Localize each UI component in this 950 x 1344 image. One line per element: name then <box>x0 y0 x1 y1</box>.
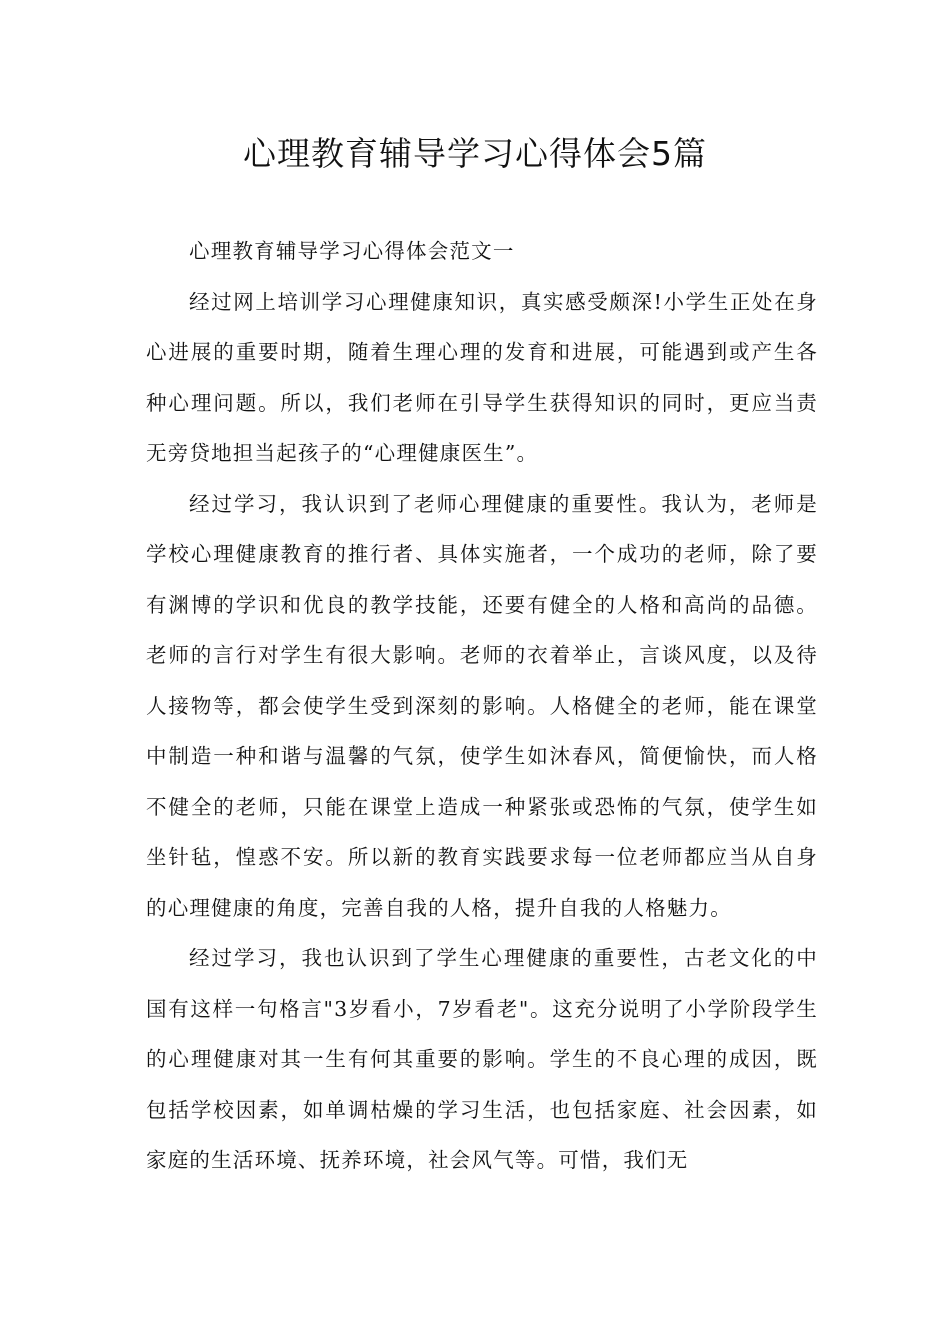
section-subheading: 心理教育辅导学习心得体会范文一 <box>189 239 515 263</box>
body-paragraph-1: 经过网上培训学习心理健康知识，真实感受颇深!小学生正处在身心进展的重要时期，随着生理心理的发育和进展，可能遇到或产生各种心理问题。所以，我们老师在引导学生获得知识的同时，更应当责无旁贷地担当起孩子的“心理健康医生”。 <box>146 289 818 465</box>
body-paragraph-3: 经过学习，我也认识到了学生心理健康的重要性，古老文化的中国有这样一句格言"3岁看小，7岁看老"。这充分说明了小学阶段学生的心理健康对其一生有何其重要的影响。学生的不良心理的成因，既包括学校因素，如单调枯燥的学习生活，也包括家庭、社会因素，如家庭的生活环境、抚养环境，社会风气等。可惜，我们无 <box>146 946 818 1172</box>
document-body <box>146 226 818 1186</box>
document-title: 心理教育辅导学习心得体会5篇 <box>243 134 707 173</box>
body-paragraph-2: 经过学习，我认识到了老师心理健康的重要性。我认为，老师是学校心理健康教育的推行者、具体实施者，一个成功的老师，除了要有渊博的学识和优良的教学技能，还要有健全的人格和高尚的品德。老师的言行对学生有很大影响。老师的衣着举止，言谈风度，以及待人接物等，都会使学生受到深刻的影响。人格健全的老师，能在课堂中制造一种和谐与温馨的气氛，使学生如沐春风，简便愉快，而人格不健全的老师，只能在课堂上造成一种紧张或恐怖的气氛，使学生如坐针毡，惶惑不安。所以新的教育实践要求每一位老师都应当从自身的心理健康的角度，完善自我的人格，提升自我的人格魅力。 <box>146 491 818 920</box>
